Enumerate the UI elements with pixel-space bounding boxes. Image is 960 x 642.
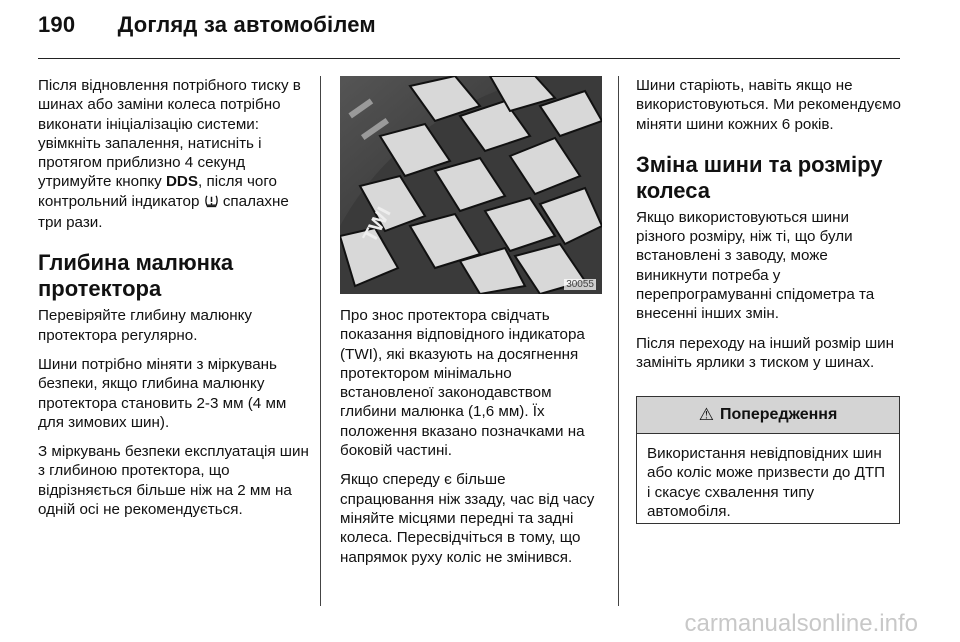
warning-box [636, 396, 900, 524]
para-text: Після відновлення потрібного тиску в шинах або заміни колеса потрібно виконати ініціалізацію системи: увімкніть запалення, натисніть і протягом приблизно 4 секунд утримуйте кнопку [38, 77, 301, 191]
paragraph: Про знос протектора свідчать показання відповідного індикатора (TWI), які вказують на досягнення протектором мінімально встановленої законодавством глибини малюнка (1,6 мм). Їх положення вказано позначками на боковій частині. [340, 307, 585, 460]
column-2 [340, 306, 602, 577]
paragraph: Після переходу на інший розмір шин замініть ярлики з тиском у шинах. [636, 334, 895, 371]
twi-label: TWI [358, 203, 396, 247]
warning-header [637, 397, 899, 434]
page-title: Догляд за автомобілем [117, 12, 376, 37]
paragraph: З міркувань безпеки експлуатація шин з глибиною протектора, що відрізняється більше ніж на 2 мм на одній осі не рекомендується. [38, 443, 309, 519]
column-3 [636, 76, 902, 382]
page-header [38, 12, 376, 38]
column-divider [618, 76, 619, 606]
warning-title: Попередження [719, 406, 838, 423]
tpms-reset-paragraph [38, 76, 310, 232]
watermark: carmanualsonline.info [684, 610, 918, 637]
tire-tread-figure [340, 76, 602, 294]
warning-body: Використання невідповідних шин або коліс може призвести до ДТП і скасує схвалення типу автомобіля. [647, 445, 886, 520]
section-heading-tire-size-change: Зміна шини та розміру колеса [636, 151, 883, 203]
header-rule [38, 58, 900, 59]
tyre-pressure-warning-icon [204, 193, 219, 213]
paragraph: Якщо спереду є більше спрацювання ніж ззаду, час від часу міняйте місцями передні та задні колеса. Пересвідчіться в тому, що напрямок руху коліс не змінився. [340, 471, 595, 566]
dds-button-name: DDS [165, 173, 199, 191]
tire-tread-illustration [340, 76, 602, 294]
column-1 [38, 76, 310, 529]
column-divider [320, 76, 321, 606]
section-heading-tread-depth: Глибина малюнка протектора [38, 250, 234, 302]
paragraph: Перевіряйте глибину малюнку протектора регулярно. [38, 307, 253, 344]
paragraph: Шини старіють, навіть якщо не використовуються. Ми рекомендуємо міняти шини кожних 6 років. [636, 77, 901, 133]
warning-triangle-icon: ⚠ [698, 405, 714, 424]
paragraph: Якщо використовуються шини різного розміру, ніж ті, що були встановлені з заводу, може виникнути потреба у перепрограмуванні спідометра та внесенні інших змін. [636, 208, 875, 323]
page-number: 190 [38, 12, 76, 37]
figure-number: 30055 [566, 279, 594, 290]
para-text: спалахне три рази. [38, 192, 289, 232]
paragraph: Шини потрібно міняти з міркувань безпеки, якщо глибина малюнку протектора становить 2-3 мм (4 мм для зимових шин). [38, 355, 287, 431]
para-text: , після чого контрольний індикатор [38, 173, 277, 210]
